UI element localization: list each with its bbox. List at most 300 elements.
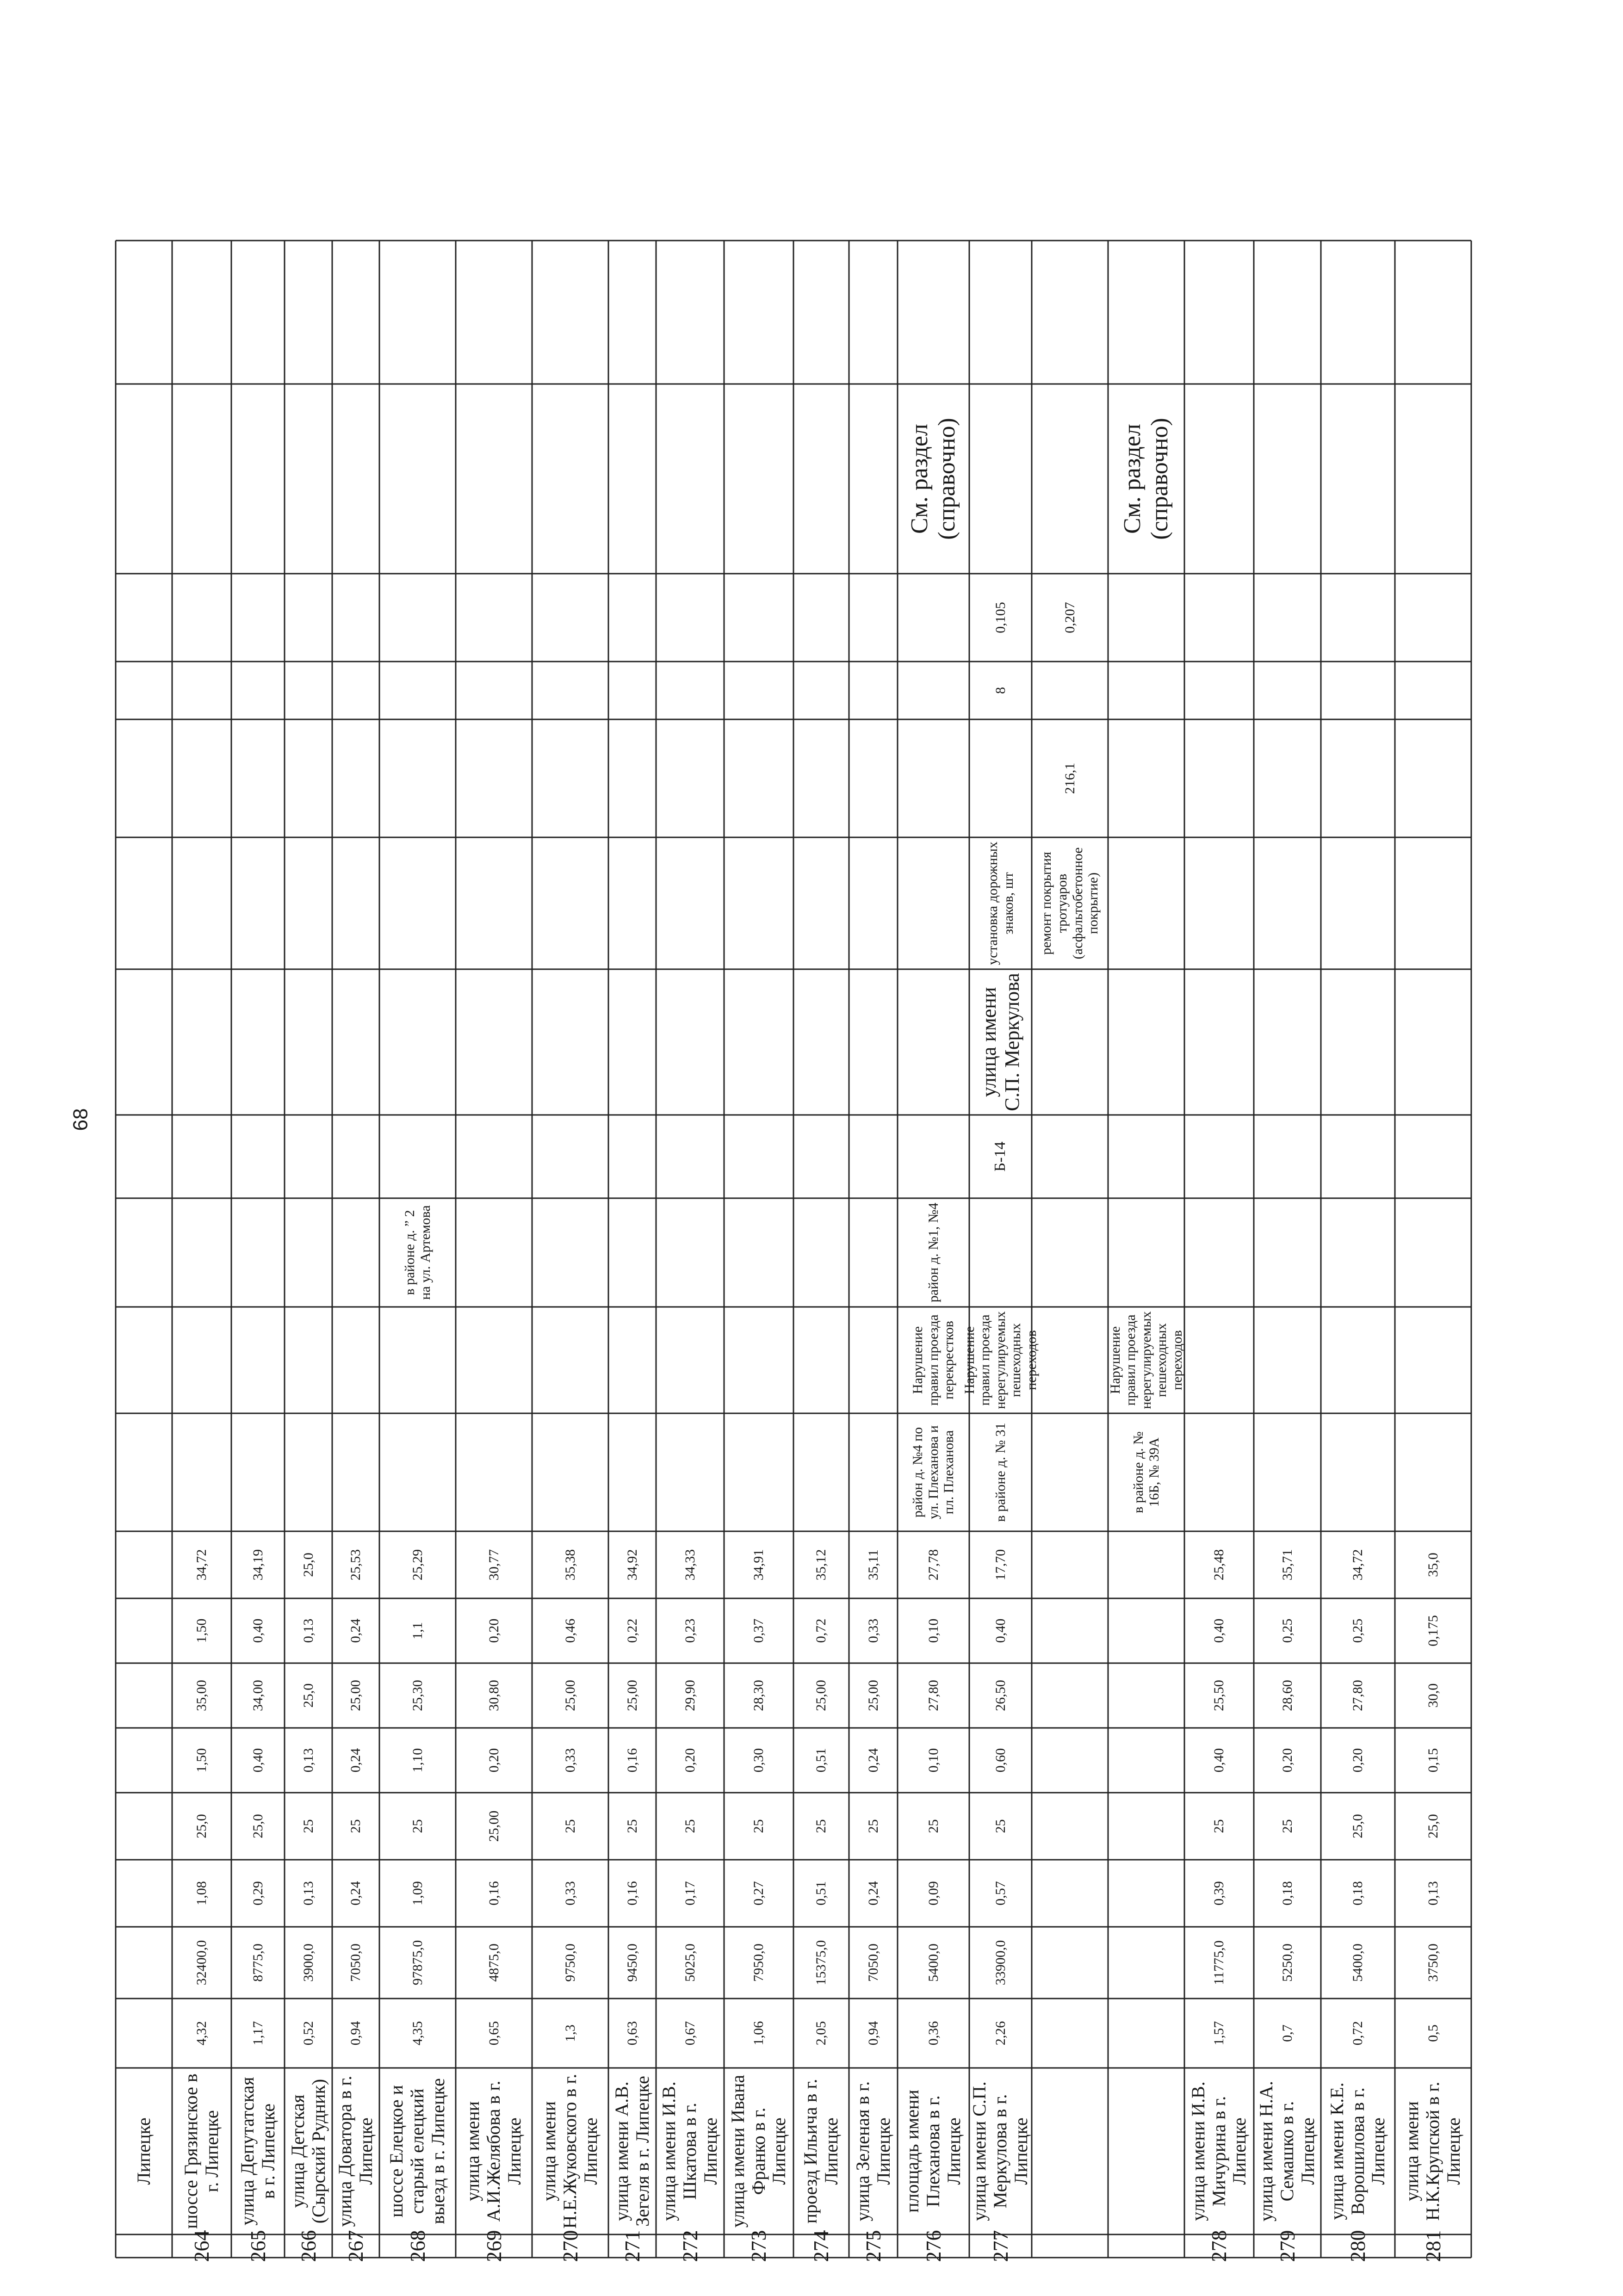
cell-area: [724, 1927, 793, 1999]
cell-c3-text: 0,15: [1425, 1748, 1441, 1773]
cell-c1-text: 0,39: [1211, 1881, 1227, 1906]
cell-c2-text: 25: [925, 1819, 941, 1833]
cell-c1: [898, 1860, 969, 1927]
cell-c4: [231, 1663, 285, 1728]
cell-c2: [456, 1793, 532, 1860]
cell-measure-text: установка дорожных знаков, шт: [985, 842, 1016, 965]
cell-c6-text: 25,48: [1211, 1549, 1227, 1581]
cell-len: [898, 1999, 969, 2068]
cell-place: [969, 1413, 1032, 1531]
cell-c5: [1254, 1598, 1321, 1663]
cell-c3: [456, 1728, 532, 1793]
cell-area: [1184, 1927, 1254, 1999]
cell-c5-text: 0,20: [486, 1618, 502, 1643]
cell-len: [285, 1999, 332, 2068]
cell-c2: [724, 1793, 793, 1860]
cell-name: [898, 2068, 969, 2234]
cell-area-text: 15375,0: [813, 1940, 829, 1986]
cell-num: [231, 2230, 285, 2262]
cell-c1: [285, 1860, 332, 1927]
cell-name-text: улица имени С.П. Меркулова в г. Липецке: [969, 2081, 1031, 2221]
cell-c3-text: 0,60: [992, 1748, 1008, 1773]
cell-num: [898, 2230, 969, 2262]
cell-c6-text: 35,38: [562, 1549, 578, 1581]
cell-c4-text: 27,80: [1350, 1680, 1366, 1711]
cell-name: [1184, 2068, 1254, 2234]
cell-num: [1254, 2230, 1321, 2262]
cell-c5-text: 0,72: [813, 1618, 829, 1643]
cell-c2-text: 25: [1211, 1819, 1227, 1833]
cell-c1-text: 0,27: [751, 1881, 767, 1906]
cell-place-text: в районе д. № 16Б, № 39А: [1130, 1431, 1162, 1513]
cell-c5-text: 1,1: [409, 1622, 425, 1640]
cell-area-text: 97875,0: [409, 1940, 425, 1986]
cell-c1: [849, 1860, 898, 1927]
cell-place: [1108, 1413, 1184, 1531]
cell-len: [379, 1999, 456, 2068]
cell-c4-text: 35,00: [194, 1680, 210, 1711]
cell-c4-text: 34,00: [250, 1680, 266, 1711]
cell-c2-text: 25,0: [1350, 1814, 1366, 1838]
cell-q3: [1032, 574, 1108, 662]
cell-measure: [1032, 837, 1108, 969]
cell-c5: [724, 1598, 793, 1663]
cell-c6: [898, 1531, 969, 1598]
cell-len: [849, 1999, 898, 2068]
cell-c2-text: 25: [865, 1819, 881, 1833]
cell-c6-text: 25,53: [348, 1549, 364, 1581]
cell-c3-text: 0,13: [300, 1748, 316, 1773]
cell-len-text: 1,17: [250, 2021, 266, 2046]
cell-area-text: 8775,0: [250, 1943, 266, 1982]
cell-len: [1395, 1999, 1471, 2068]
cell-c2-text: 25: [813, 1819, 829, 1833]
cell-name-text: улица имени И.В. Шкатова в г. Липецке: [658, 2081, 721, 2221]
cell-c6-text: 34,33: [682, 1549, 698, 1581]
cell-name: [379, 2068, 456, 2234]
cell-num: [532, 2230, 608, 2262]
cell-c6: [969, 1531, 1032, 1598]
cell-len: [332, 1999, 379, 2068]
cell-c3-text: 1,50: [194, 1748, 210, 1773]
cell-len-text: 4,32: [194, 2021, 210, 2046]
cell-len: [608, 1999, 656, 2068]
cell-c4: [793, 1663, 849, 1728]
cell-c5: [1321, 1598, 1395, 1663]
cell-name: [969, 2068, 1032, 2234]
cell-len-text: 0,7: [1279, 2024, 1295, 2042]
cell-c6-text: 35,11: [865, 1549, 881, 1580]
cell-q1: [1032, 719, 1108, 837]
cell-len: [1321, 1999, 1395, 2068]
cell-area: [1321, 1927, 1395, 1999]
cell-c3: [172, 1728, 231, 1793]
cell-c5: [456, 1598, 532, 1663]
page-number: 68: [69, 1108, 92, 1131]
cell-num-text: 268: [405, 2230, 429, 2262]
cell-name-text: улица имени Н.К.Крупской в г. Липецке: [1401, 2081, 1464, 2221]
cell-c2: [793, 1793, 849, 1860]
cell-c5: [656, 1598, 724, 1663]
cell-area: [849, 1927, 898, 1999]
cell-name-text: улица Зеленая в г. Липецке: [852, 2081, 894, 2222]
cell-c1: [969, 1860, 1032, 1927]
cell-c5-text: 0,37: [751, 1618, 767, 1643]
cell-c3: [332, 1728, 379, 1793]
cell-c5: [849, 1598, 898, 1663]
cell-area: [1395, 1927, 1471, 1999]
cell-c6-text: 25,29: [409, 1549, 425, 1581]
cell-c5-text: 0,46: [562, 1618, 578, 1643]
cell-place: [898, 1413, 969, 1531]
cell-c1: [379, 1860, 456, 1927]
cell-note: [898, 384, 969, 574]
cell-c2: [1395, 1793, 1471, 1860]
cell-c4-text: 30,80: [486, 1680, 502, 1711]
cell-c1: [172, 1860, 231, 1927]
cell-c3: [1321, 1728, 1395, 1793]
cell-c4-text: 25,00: [562, 1680, 578, 1711]
cell-c3-text: 0,10: [925, 1748, 941, 1773]
cell-len: [656, 1999, 724, 2068]
cell-num: [379, 2230, 456, 2262]
cell-c1-text: 0,18: [1350, 1881, 1366, 1906]
cell-c5-text: 0,40: [1211, 1618, 1227, 1643]
cell-len-text: 4,35: [409, 2021, 425, 2046]
cell-num-text: 271: [620, 2230, 644, 2262]
cell-num-text: 272: [678, 2230, 702, 2262]
cell-c1: [608, 1860, 656, 1927]
cell-num-text: 277: [988, 2230, 1012, 2262]
cell-num: [285, 2230, 332, 2262]
cell-c4-text: 25,00: [865, 1680, 881, 1711]
cell-c6: [1184, 1531, 1254, 1598]
cell-c4: [1184, 1663, 1254, 1728]
cell-area-text: 7950,0: [751, 1943, 767, 1982]
cell-c2: [231, 1793, 285, 1860]
cell-num: [608, 2230, 656, 2262]
cell-name: [849, 2068, 898, 2234]
cell-c2-text: 25: [992, 1819, 1008, 1833]
cell-c2: [532, 1793, 608, 1860]
cell-area-text: 9750,0: [562, 1943, 578, 1982]
cell-near: [379, 1198, 456, 1307]
cell-c6-text: 35,12: [813, 1549, 829, 1581]
cell-area-text: 33900,0: [992, 1940, 1008, 1986]
cell-num-text: 269: [482, 2230, 506, 2262]
cell-c2-text: 25: [562, 1819, 578, 1833]
cell-c6: [231, 1531, 285, 1598]
cell-len-text: 2,26: [992, 2021, 1008, 2046]
cell-c6: [332, 1531, 379, 1598]
cell-num: [849, 2230, 898, 2262]
cell-name-text: улица имени И.В. Мичурина в г. Липецке: [1187, 2081, 1250, 2221]
cell-q3-text: 0,105: [992, 602, 1008, 633]
cell-c4-text: 26,50: [992, 1680, 1008, 1711]
cell-len-text: 0,67: [682, 2021, 698, 2046]
cell-violation: [961, 1307, 1039, 1413]
cell-name-text: улица имени Н.А. Семашко в г. Липецке: [1256, 2081, 1318, 2222]
cell-area: [456, 1927, 532, 1999]
cell-len: [969, 1999, 1032, 2068]
cell-c3-text: 0,20: [682, 1748, 698, 1773]
cell-c5-text: 0,13: [300, 1618, 316, 1643]
cell-c2-text: 25,0: [194, 1814, 210, 1838]
cell-name-text: улица имени А.И.Желябова в г. Липецке: [462, 2080, 525, 2222]
cell-len: [231, 1999, 285, 2068]
cell-len-text: 1,06: [751, 2021, 767, 2046]
cell-c1-text: 0,13: [1425, 1881, 1441, 1906]
cell-c4-text: 30,0: [1425, 1683, 1441, 1708]
cell-name-text: улица Доватора в г. Липецке: [335, 2075, 376, 2227]
cell-c4: [724, 1663, 793, 1728]
cell-c1-text: 1,08: [194, 1881, 210, 1906]
cell-len: [532, 1999, 608, 2068]
cell-note-text: См. раздел (справочно): [906, 418, 960, 540]
cell-c3-text: 0,30: [751, 1748, 767, 1773]
cell-c4: [379, 1663, 456, 1728]
cell-name: [332, 2068, 379, 2234]
cell-c2: [849, 1793, 898, 1860]
cell-c6-text: 17,70: [992, 1549, 1008, 1581]
cell-c4: [969, 1663, 1032, 1728]
cell-c5-text: 0,40: [250, 1618, 266, 1643]
cell-c4: [332, 1663, 379, 1728]
cell-c5-text: 1,50: [194, 1618, 210, 1643]
cell-c5-text: 0,24: [348, 1618, 364, 1643]
cell-c4-text: 27,80: [925, 1680, 941, 1711]
cell-code-text: Б-14: [991, 1141, 1009, 1172]
cell-violation-text: Нарушение правил проезда нерегулируемых пешеходных переходов: [1107, 1311, 1185, 1409]
cell-c5: [608, 1598, 656, 1663]
cell-num: [969, 2230, 1032, 2262]
cell-c3-text: 0,20: [1279, 1748, 1295, 1773]
cell-c4-text: 25,30: [409, 1680, 425, 1711]
cell-c1-text: 0,24: [348, 1881, 364, 1906]
cell-area-text: 4875,0: [486, 1943, 502, 1982]
cell-c5-text: 0,22: [624, 1618, 640, 1643]
cell-c3-text: 0,33: [562, 1748, 578, 1773]
cell-c1: [793, 1860, 849, 1927]
cell-len-text: 0,36: [925, 2021, 941, 2046]
cell-area: [379, 1927, 456, 1999]
cell-num-text: 267: [344, 2230, 368, 2262]
cell-c3-text: 1,10: [409, 1748, 425, 1773]
cell-c5: [898, 1598, 969, 1663]
cell-num: [1184, 2230, 1254, 2262]
cell-c4-text: 25,50: [1211, 1680, 1227, 1711]
cell-c1: [532, 1860, 608, 1927]
cell-c1: [231, 1860, 285, 1927]
cell-c6: [1254, 1531, 1321, 1598]
cell-c4: [1254, 1663, 1321, 1728]
cell-name-text: шоссе Елецкое и старый елецкий выезд в г. Липецке: [386, 2078, 448, 2224]
cell-c6: [608, 1531, 656, 1598]
cell-num-text: 266: [296, 2230, 320, 2262]
cell-c3: [231, 1728, 285, 1793]
cell-len-text: 0,94: [865, 2021, 881, 2046]
cell-name-text: проезд Ильича в г. Липецке: [800, 2079, 842, 2224]
cell-c1-text: 1,09: [409, 1881, 425, 1906]
cell-c1: [1321, 1860, 1395, 1927]
cell-c2: [1321, 1793, 1395, 1860]
cell-c6: [724, 1531, 793, 1598]
cell-c5: [231, 1598, 285, 1663]
cell-c2-text: 25: [1279, 1819, 1295, 1833]
cell-c3-text: 0,51: [813, 1748, 829, 1773]
cell-area-text: 5250,0: [1279, 1943, 1295, 1982]
cell-c2: [656, 1793, 724, 1860]
cell-len-text: 0,65: [486, 2021, 502, 2046]
header-fragment-text: Липецке: [133, 2117, 154, 2185]
cell-c1: [1184, 1860, 1254, 1927]
cell-c3-text: 0,24: [348, 1748, 364, 1773]
header-fragment: [116, 2068, 172, 2234]
cell-c2-text: 25,0: [1425, 1814, 1441, 1838]
cell-c1-text: 0,57: [992, 1881, 1008, 1906]
cell-c1: [1395, 1860, 1471, 1927]
cell-c5: [332, 1598, 379, 1663]
cell-q2: [969, 662, 1032, 719]
cell-len: [1254, 1999, 1321, 2068]
cell-c2-text: 25,00: [486, 1810, 502, 1842]
cell-c6-text: 35,0: [1425, 1553, 1441, 1577]
cell-q3: [969, 574, 1032, 662]
cell-num: [1395, 2230, 1471, 2262]
cell-near: [898, 1198, 969, 1307]
cell-c3: [849, 1728, 898, 1793]
cell-violation-text: Нарушение правил проезда нерегулируемых пешеходных переходов: [961, 1311, 1039, 1409]
cell-len: [456, 1999, 532, 2068]
cell-c3: [724, 1728, 793, 1793]
cell-name: [285, 2068, 332, 2234]
cell-violation: [898, 1307, 969, 1413]
cell-num: [793, 2230, 849, 2262]
cell-num-text: 270: [558, 2230, 582, 2262]
cell-name: [1395, 2068, 1471, 2234]
cell-c2-text: 25: [348, 1819, 364, 1833]
cell-c4: [1321, 1663, 1395, 1728]
cell-num-text: 274: [809, 2230, 833, 2262]
cell-len: [172, 1999, 231, 2068]
cell-c6-text: 25,0: [300, 1553, 316, 1577]
cell-c3-text: 0,40: [250, 1748, 266, 1773]
cell-c3-text: 0,20: [486, 1748, 502, 1773]
cell-measure: [969, 837, 1032, 969]
cell-violation-text: Нарушение правил проезда перекрестков: [910, 1314, 957, 1406]
cell-c5: [969, 1598, 1032, 1663]
cell-c4-text: 28,30: [751, 1680, 767, 1711]
cell-c2: [898, 1793, 969, 1860]
cell-len-text: 0,5: [1425, 2024, 1441, 2042]
cell-area: [532, 1927, 608, 1999]
cell-c4-text: 29,90: [682, 1680, 698, 1711]
cell-c5-text: 0,175: [1425, 1615, 1441, 1646]
cell-area-text: 7050,0: [865, 1943, 881, 1982]
cell-c3: [285, 1728, 332, 1793]
cell-c2: [1184, 1793, 1254, 1860]
cell-c5: [172, 1598, 231, 1663]
cell-c2-text: 25,0: [250, 1814, 266, 1838]
cell-num-text: 264: [190, 2230, 214, 2262]
cell-c5-text: 0,23: [682, 1618, 698, 1643]
cell-name: [172, 2068, 231, 2234]
cell-near-text: в районе д. ” 2 на ул. Артемова: [402, 1205, 433, 1300]
cell-c6: [172, 1531, 231, 1598]
cell-c4: [172, 1663, 231, 1728]
cell-c6: [379, 1531, 456, 1598]
cell-c6-text: 30,77: [486, 1549, 502, 1581]
cell-area-text: 3750,0: [1425, 1943, 1441, 1982]
cell-street-text: улица имени С.П. Меркулова: [978, 973, 1023, 1111]
cell-name: [656, 2068, 724, 2234]
cell-name: [793, 2068, 849, 2234]
cell-c5: [379, 1598, 456, 1663]
cell-c4-text: 28,60: [1279, 1680, 1295, 1711]
cell-c1-text: 0,16: [486, 1881, 502, 1906]
cell-c5: [1184, 1598, 1254, 1663]
cell-name: [1321, 2068, 1395, 2234]
cell-c5: [1395, 1598, 1471, 1663]
cell-num: [656, 2230, 724, 2262]
cell-c2: [332, 1793, 379, 1860]
cell-c4: [656, 1663, 724, 1728]
cell-c1: [1254, 1860, 1321, 1927]
cell-name: [724, 2068, 793, 2234]
cell-name: [532, 2068, 608, 2234]
cell-area: [608, 1927, 656, 1999]
cell-name-text: улица Депутатская в г. Липецке: [236, 2077, 279, 2226]
cell-len-text: 1,57: [1211, 2021, 1227, 2046]
cell-c4-text: 25,00: [348, 1680, 364, 1711]
cell-c1-text: 0,51: [813, 1881, 829, 1906]
cell-c3: [1254, 1728, 1321, 1793]
cell-c3-text: 0,24: [865, 1748, 881, 1773]
cell-place-text: район д. №4 по ул. Плеханова и пл. Плеханова: [910, 1425, 957, 1519]
cell-area-text: 32400,0: [194, 1940, 210, 1986]
cell-c1-text: 0,24: [865, 1881, 881, 1906]
cell-c1: [332, 1860, 379, 1927]
cell-c4: [1395, 1663, 1471, 1728]
cell-c2: [608, 1793, 656, 1860]
cell-len-text: 2,05: [813, 2021, 829, 2046]
cell-len-text: 0,63: [624, 2021, 640, 2046]
cell-num-text: 278: [1207, 2230, 1231, 2262]
cell-area-text: 9450,0: [624, 1943, 640, 1982]
cell-name-text: улица имени К.Е. Ворошилова в г. Липецке: [1326, 2082, 1389, 2220]
cell-c6-text: 34,92: [624, 1549, 640, 1581]
cell-note-text: См. раздел (справочно): [1119, 418, 1173, 540]
cell-c3: [608, 1728, 656, 1793]
cell-name-text: улица имени Ивана Франко в г. Липецке: [727, 2074, 790, 2228]
cell-c3-text: 0,20: [1350, 1748, 1366, 1773]
cell-c2: [969, 1793, 1032, 1860]
cell-c6-text: 34,91: [751, 1549, 767, 1581]
cell-c1: [456, 1860, 532, 1927]
cell-c2: [1254, 1793, 1321, 1860]
cell-c2-text: 25: [624, 1819, 640, 1833]
cell-c6: [793, 1531, 849, 1598]
cell-c3: [969, 1728, 1032, 1793]
cell-len: [1184, 1999, 1254, 2068]
cell-c1-text: 0,13: [300, 1881, 316, 1906]
cell-c6: [285, 1531, 332, 1598]
cell-len-text: 0,52: [300, 2021, 316, 2046]
cell-c1: [724, 1860, 793, 1927]
cell-len-text: 0,94: [348, 2021, 364, 2046]
cell-c3: [1395, 1728, 1471, 1793]
cell-c5: [532, 1598, 608, 1663]
